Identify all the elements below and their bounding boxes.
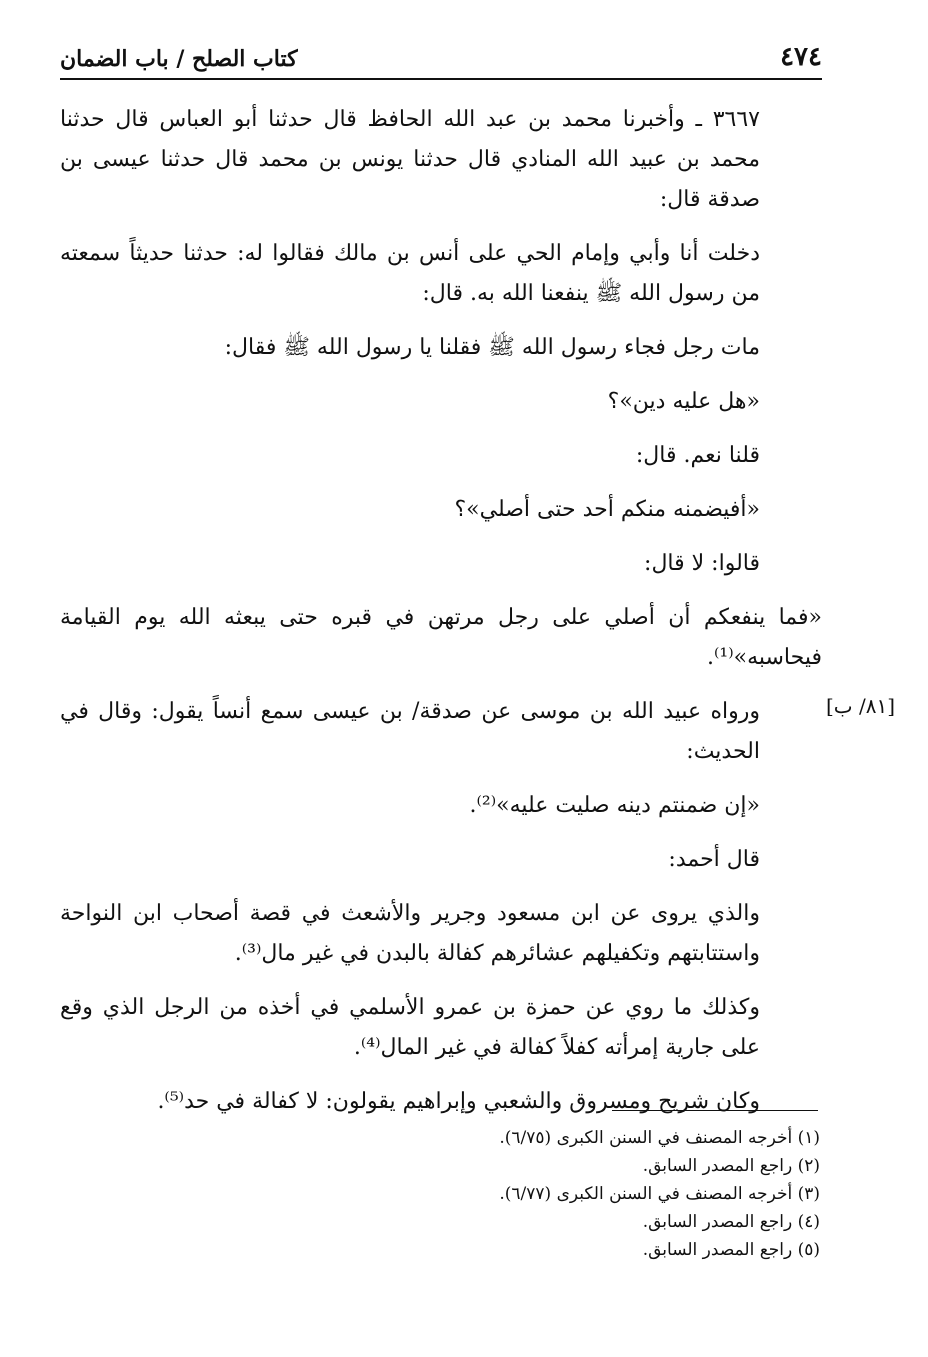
page-header (60, 38, 822, 80)
commentary-paragraph: وكان شريح ومسروق والشعبي وإبراهيم يقولون: لا كفالة في حد⁽⁵⁾. (157, 1089, 760, 1114)
footnote: (١) أخرجه المصنف في السنن الكبرى (٦/٧٥). (499, 1128, 820, 1148)
footnote: (٤) راجع المصدر السابق. (642, 1212, 820, 1232)
alternate-narration: ورواه عبيد الله بن موسى عن صدقة/ بن عيسى سمع أنساً يقول: وقال في الحديث: (60, 699, 760, 764)
footnote-separator (612, 1110, 818, 1111)
page-number: ٤٧٤ (780, 42, 822, 72)
footnote: (٥) راجع المصدر السابق. (642, 1240, 820, 1260)
main-text (60, 100, 822, 1136)
prophet-quote: «إن ضمنتم دينه صليت عليه»⁽²⁾. (469, 793, 760, 818)
author-comment-label: قال أحمد: (668, 847, 760, 872)
narration-intro: دخلت أنا وأبي وإمام الحي على أنس بن مالك فقالوا له: حدثنا حديثاً سمعته من رسول الله ﷺ ينفعنا الله به. قال: (60, 241, 760, 306)
running-title: كتاب الصلح / باب الضمان (60, 46, 298, 72)
footnote: (٣) أخرجه المصنف في السنن الكبرى (٦/٧٧). (499, 1184, 820, 1204)
prophet-quote: «أفيضمنه منكم أحد حتى أصلي»؟ (454, 497, 760, 522)
manuscript-folio-note: [٨١/ ب] (826, 694, 896, 718)
narration-line: قلنا نعم. قال: (635, 443, 760, 468)
hadith-isnad: ٣٦٦٧ ـ وأخبرنا محمد بن عبد الله الحافظ قال حدثنا أبو العباس قال حدثنا محمد بن عبيد الله المنادي قال حدثنا يونس بن محمد قال حدثنا عيسى بن صدقة قال: (60, 107, 760, 212)
narration-line: قالوا: لا قال: (644, 551, 760, 576)
footnotes (380, 1124, 820, 1264)
commentary-paragraph: والذي يروى عن ابن مسعود وجرير والأشعث في قصة أصحاب ابن النواحة واستتابتهم وتكفيلهم عشائرهم كفالة بالبدن في غير مال⁽³⁾. (60, 901, 760, 966)
prophet-quote: «فما ينفعكم أن أصلي على رجل مرتهن في قبره حتى يبعثه الله يوم القيامة فيحاسبه»⁽¹⁾. (60, 605, 822, 670)
commentary-paragraph: وكذلك ما روي عن حمزة بن عمرو الأسلمي في أخذه من الرجل الذي وقع على جارية إمرأته كفلاً كفالة في غير المال⁽⁴⁾. (60, 995, 760, 1060)
narration-line: مات رجل فجاء رسول الله ﷺ فقلنا يا رسول الله ﷺ فقال: (224, 335, 760, 360)
prophet-quote: «هل عليه دين»؟ (607, 389, 760, 414)
footnote: (٢) راجع المصدر السابق. (642, 1156, 820, 1176)
